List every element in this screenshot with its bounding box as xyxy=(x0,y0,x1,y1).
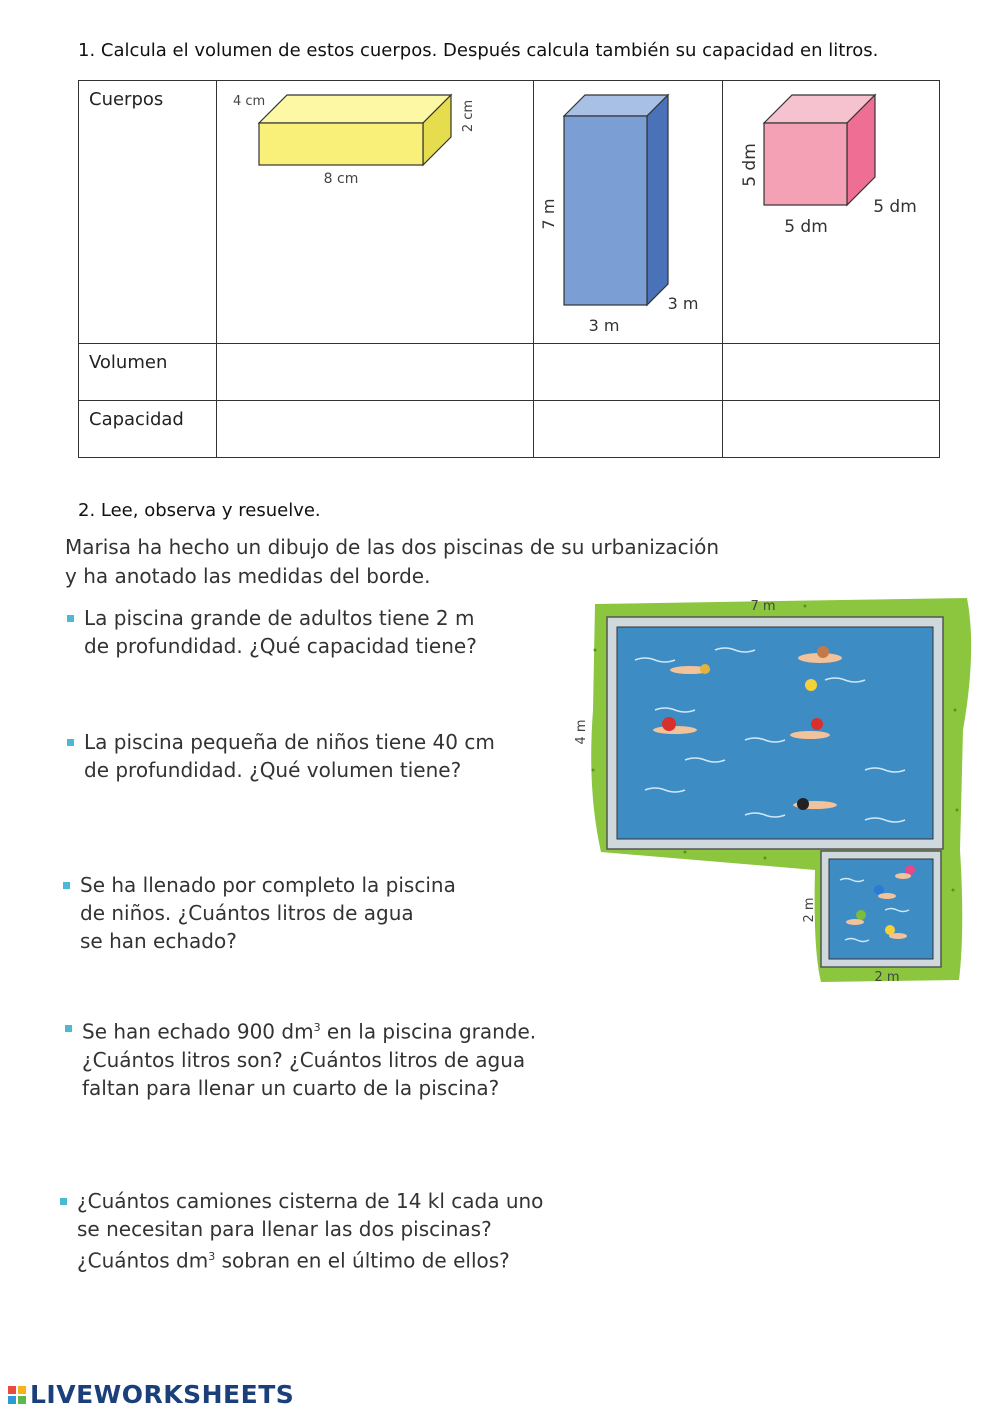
big-pool-width-label: 7 m xyxy=(750,599,776,614)
logo-icon xyxy=(8,1386,26,1404)
exercise-1-title: 1. Calcula el volumen de estos cuerpos. Después calcula también su capacidad en litros. xyxy=(78,40,879,61)
volume-answer-1[interactable] xyxy=(217,344,534,401)
question-4-line-3: faltan para llenar un cuarto de la piscina? xyxy=(82,1075,500,1100)
question-5-line-3: ¿Cuántos $dm^3$ sobran en el último de ellos? xyxy=(77,1248,510,1273)
question-3-line-3: se han echado? xyxy=(80,929,237,953)
exercise-2-title: 2. Lee, observa y resuelve. xyxy=(78,500,321,521)
depth-label: 4 cm xyxy=(233,94,266,109)
question-4-line-1: Se han echado 900 $dm^3$ en la piscina grande. xyxy=(82,1019,537,1044)
question-5-line-1: ¿Cuántos camiones cisterna de 14 kl cada uno xyxy=(77,1189,544,1213)
width-label: 3 m xyxy=(588,316,620,335)
capacity-answer-2[interactable] xyxy=(534,401,723,458)
bullet-icon xyxy=(63,882,70,889)
question-2 xyxy=(84,728,495,784)
depth-label: 3 m xyxy=(667,294,699,313)
question-5-line-2: se necesitan para llenar las dos piscinas? xyxy=(77,1217,492,1241)
logo-text: LIVEWORKSHEETS xyxy=(30,1380,295,1409)
small-pool-width-label: 2 m xyxy=(874,970,900,985)
question-1-line-1: La piscina grande de adultos tiene 2 m xyxy=(84,606,475,630)
pink-cube xyxy=(723,81,939,339)
small-pool-water xyxy=(829,859,933,959)
intro-text xyxy=(65,533,719,591)
bullet-icon xyxy=(67,615,74,622)
width-label: 8 cm xyxy=(323,171,359,187)
bullet-icon xyxy=(67,739,74,746)
body-cell-3 xyxy=(723,81,940,344)
body-cell-2 xyxy=(534,81,723,344)
question-1-line-2: de profundidad. ¿Qué capacidad tiene? xyxy=(84,634,477,658)
row-label-capacidad: Capacidad xyxy=(79,401,217,458)
bullet-icon xyxy=(65,1025,72,1032)
bullet-icon xyxy=(60,1198,67,1205)
row-label-volumen: Volumen xyxy=(79,344,217,401)
question-3-line-1: Se ha llenado por completo la piscina xyxy=(80,873,456,897)
intro-line-1: Marisa ha hecho un dibujo de las dos piscinas de su urbanización xyxy=(65,535,720,559)
capacity-answer-3[interactable] xyxy=(723,401,940,458)
question-2-line-2: de profundidad. ¿Qué volumen tiene? xyxy=(84,758,462,782)
question-1 xyxy=(84,604,477,660)
yellow-prism xyxy=(217,81,533,339)
big-pool-height-label: 4 m xyxy=(574,719,589,745)
volume-answer-3[interactable] xyxy=(723,344,940,401)
liveworksheets-logo xyxy=(8,1380,294,1409)
question-5 xyxy=(77,1187,543,1275)
small-pool-height-label: 2 m xyxy=(802,897,817,923)
question-4 xyxy=(82,1014,536,1102)
width-label: 5 dm xyxy=(784,217,828,237)
height-label: 5 dm xyxy=(740,143,760,187)
height-label: 2 cm xyxy=(461,99,476,133)
depth-label: 5 dm xyxy=(873,197,917,217)
question-2-line-1: La piscina pequeña de niños tiene 40 cm xyxy=(84,730,495,754)
row-label-cuerpos: Cuerpos xyxy=(79,81,217,344)
bodies-table xyxy=(78,80,940,458)
intro-line-2: y ha anotado las medidas del borde. xyxy=(65,564,431,588)
capacity-answer-1[interactable] xyxy=(217,401,534,458)
pool-illustration xyxy=(565,590,985,995)
volume-answer-2[interactable] xyxy=(534,344,723,401)
body-cell-1 xyxy=(217,81,534,344)
question-3-line-2: de niños. ¿Cuántos litros de agua xyxy=(80,901,414,925)
question-3 xyxy=(80,871,456,955)
question-4-line-2: ¿Cuántos litros son? ¿Cuántos litros de agua xyxy=(82,1047,526,1072)
blue-prism xyxy=(534,81,722,339)
height-label: 7 m xyxy=(539,198,558,230)
